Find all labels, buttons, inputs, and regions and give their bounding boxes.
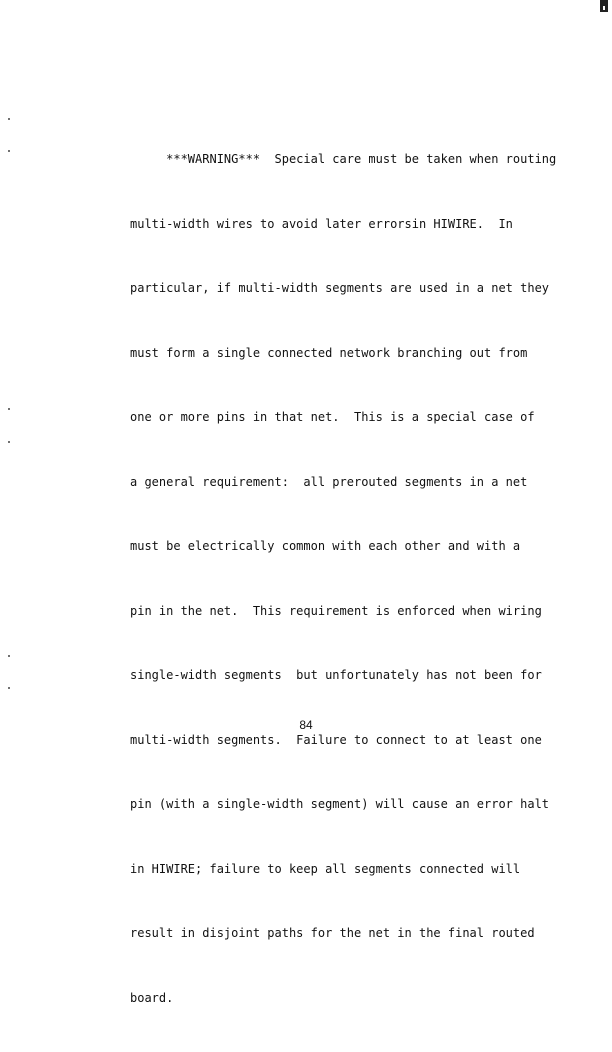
paragraph-line: must form a single connected network branching out from xyxy=(130,345,528,360)
paragraph-line: must be electrically common with each other and with a xyxy=(130,539,521,553)
corner-scan-mark xyxy=(600,0,608,12)
margin-speck xyxy=(8,408,10,410)
paragraph-line: particular, if multi-width segments are used in a net they xyxy=(130,281,550,295)
paragraph-line: single-width segments but unfortunately has not been for xyxy=(130,668,542,682)
margin-speck xyxy=(8,441,10,443)
margin-speck xyxy=(8,118,10,120)
paragraph-line: pin in the net. This requirement is enforced when wiring xyxy=(130,603,542,618)
paragraph-line: multi-width segments. Failure to connect to at least one xyxy=(130,732,542,747)
paragraph-line: a general requirement: all prerouted segments in a net xyxy=(130,474,528,489)
warning-paragraph xyxy=(130,106,557,1052)
margin-speck xyxy=(8,687,10,689)
page-number: 84 xyxy=(299,718,313,732)
paragraph-line: multi-width wires to avoid later errorsin HIWIRE. In xyxy=(130,216,513,231)
margin-speck xyxy=(8,150,10,152)
paragraph-line: ***WARNING*** Special care must be taken when routing xyxy=(130,152,557,166)
paragraph-line: result in disjoint paths for the net in the final routed xyxy=(130,926,535,940)
paragraph-line: pin (with a single-width segment) will cause an error halt xyxy=(130,797,550,811)
paragraph-line: one or more pins in that net. This is a special case of xyxy=(130,410,535,424)
paragraph-line: in HIWIRE; failure to keep all segments connected will xyxy=(130,861,521,876)
margin-speck xyxy=(8,655,10,657)
paragraph-line: board. xyxy=(130,990,174,1005)
